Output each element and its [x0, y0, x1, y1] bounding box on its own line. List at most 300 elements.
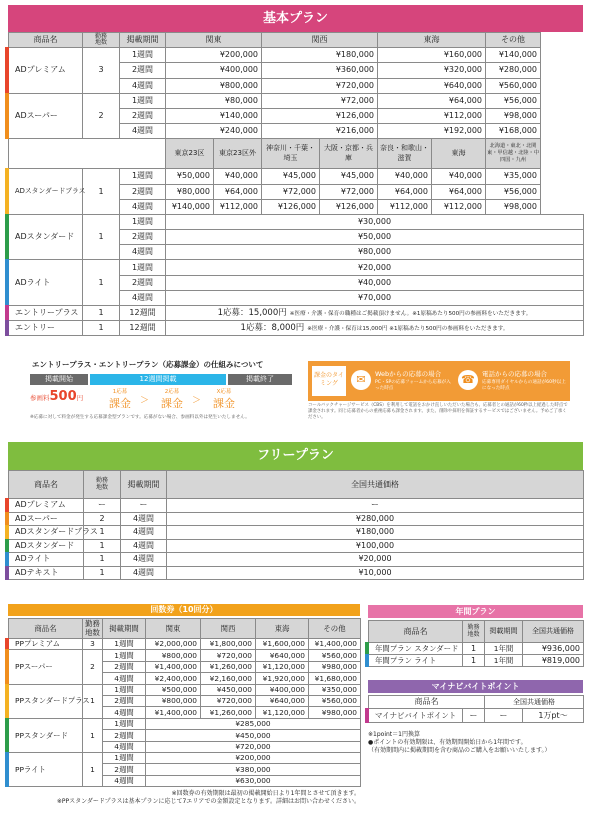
- plan-accent: [5, 47, 9, 94]
- plan-name-label: PPプレミアム: [15, 639, 61, 649]
- price: ¥98,000: [486, 108, 541, 123]
- price: ¥980,000: [309, 661, 361, 672]
- price: ¥360,000: [262, 63, 378, 78]
- period: 2週間: [103, 730, 146, 741]
- price: ¥400,000: [256, 684, 309, 695]
- step-3: [204, 387, 244, 411]
- step-head: X応募: [216, 389, 232, 395]
- price: ¥64,000: [432, 184, 486, 199]
- price: ¥45,000: [262, 169, 320, 184]
- price: ¥720,000: [146, 741, 361, 752]
- location-count: 1: [83, 684, 103, 718]
- price: ¥112,000: [214, 199, 262, 214]
- price: ¥180,000: [262, 48, 378, 63]
- price: ¥72,000: [320, 184, 378, 199]
- plan-name: [9, 684, 90, 718]
- header-row: [9, 471, 584, 499]
- table-row: [9, 650, 361, 661]
- plan-accent: [5, 259, 9, 306]
- baito-table: [368, 695, 584, 723]
- timeline-start: 掲載開始: [30, 374, 88, 385]
- col-header: 勤務 地数: [83, 619, 103, 639]
- price: ¥64,000: [378, 93, 486, 108]
- plan-name-label: ADライト: [15, 277, 51, 287]
- price: ¥40,000: [432, 169, 486, 184]
- period: 4週間: [121, 512, 167, 526]
- period: 2週間: [103, 661, 146, 672]
- price: ¥126,000: [262, 199, 320, 214]
- price: ¥640,000: [256, 650, 309, 661]
- table-row: [369, 655, 584, 667]
- plan-name: [9, 718, 83, 752]
- fee-unit: 円: [76, 394, 84, 402]
- col-header: 関西: [262, 33, 378, 48]
- period: 4週間: [120, 245, 166, 260]
- web-title: Webからの応募の場合: [375, 370, 442, 378]
- plan-name: [9, 321, 83, 336]
- price: ¥819,000: [523, 655, 584, 667]
- plan-accent: [5, 498, 9, 513]
- price: ¥2,160,000: [201, 673, 256, 684]
- price: ¥140,000: [486, 48, 541, 63]
- period: 2週間: [120, 184, 166, 199]
- price: ¥64,000: [214, 184, 262, 199]
- location-count: 3: [83, 48, 120, 94]
- plan-name-label: PPスーパー: [15, 662, 53, 672]
- region-header-row: [9, 139, 584, 169]
- location-count: 1: [84, 566, 121, 580]
- period: 4週間: [120, 78, 166, 93]
- region-header: 東海: [432, 139, 486, 169]
- ticket-title: 回数券（10回分）: [8, 604, 360, 616]
- plan-accent: [5, 512, 9, 527]
- region-header: 東京23区: [166, 139, 214, 169]
- period: 12週間: [120, 306, 166, 321]
- basic-plan-section: [8, 5, 583, 336]
- period: 2週間: [120, 108, 166, 123]
- price: ¥936,000: [523, 643, 584, 655]
- period: 12週間: [120, 321, 166, 336]
- period: 2週間: [103, 695, 146, 706]
- table-row: [9, 169, 584, 184]
- timing-label: 課金のタイミング: [312, 366, 346, 396]
- plan-accent: [5, 566, 9, 581]
- period: 1週間: [120, 93, 166, 108]
- price: ¥35,000: [486, 169, 541, 184]
- price: ¥100,000: [167, 539, 584, 553]
- region-header: 北海道・東北・北関東・甲信越・北陸・中四国・九州: [486, 139, 541, 169]
- plan-name: [369, 643, 463, 655]
- participation-fee: [30, 389, 83, 404]
- plan-name: [369, 655, 463, 667]
- price: ¥30,000: [166, 214, 584, 229]
- phone-icon: ☎: [458, 370, 478, 390]
- price: ¥800,000: [146, 650, 201, 661]
- basic-plan-title: 基本プラン: [8, 5, 583, 32]
- period: 1週間: [103, 718, 146, 729]
- mail-icon: ✉: [351, 370, 371, 390]
- location-count: 1: [84, 526, 121, 540]
- price: ¥126,000: [320, 199, 378, 214]
- entry-note: ※医療・介護・保育は15,000円 ※1原稿あたり500円の参画料をいただきます。: [307, 325, 509, 332]
- price: ¥10,000: [167, 566, 584, 580]
- timing-note: コールバックチャージサービス（CBS）を利用して電話をおかけ直しいただいた場合も、応募者との通話が60秒以上経過した時点で課金されます。同じ応募者からの重複応募も課金されます。また、削除や採用を保証するサービスではございません。予めご了承ください。: [308, 403, 568, 421]
- price: ¥1,260,000: [201, 661, 256, 672]
- col-header: 商品名: [369, 621, 463, 643]
- mechanism-footnote: ※応募に対して料金が発生する応募課金型プランです。応募がない場合、参画料以外は発生いたしません。: [30, 415, 250, 420]
- annual-title: 年間プラン: [368, 605, 583, 618]
- price: ¥180,000: [167, 526, 584, 540]
- price: ¥80,000: [166, 184, 214, 199]
- period: 4週間: [120, 290, 166, 305]
- location-count: 2: [84, 512, 121, 526]
- period: 2週間: [120, 275, 166, 290]
- price: ¥1,400,000: [309, 639, 361, 650]
- col-header: 全国共通価格: [167, 471, 584, 499]
- table-row: [9, 93, 584, 108]
- table-row: [9, 214, 584, 229]
- baito-note: ●ポイントの有効期限は、有効期間開始日から1年間です。: [368, 739, 527, 747]
- plan-name-label: PPスタンダードプラス: [15, 696, 90, 706]
- timeline-period: 12週間掲載: [90, 374, 226, 385]
- plan-name: [9, 566, 84, 580]
- plan-accent: [5, 752, 9, 787]
- baito-notes: [368, 731, 583, 755]
- table-row: [9, 321, 584, 336]
- period: ー: [485, 709, 523, 723]
- table-row: [9, 752, 361, 763]
- period: 4週間: [121, 539, 167, 553]
- period: 4週間: [120, 199, 166, 214]
- period: ー: [121, 499, 167, 513]
- price: ¥1,120,000: [256, 707, 309, 718]
- plan-name-label: エントリー: [15, 323, 55, 333]
- plan-name-label: マイナビバイトポイント: [375, 710, 457, 720]
- period: 4週間: [121, 566, 167, 580]
- price: ¥560,000: [309, 695, 361, 706]
- price: ¥800,000: [146, 695, 201, 706]
- region-header: 神奈川・千葉・埼玉: [262, 139, 320, 169]
- mechanism-title: エントリープラス・エントリープラン（応募課金）の仕組みについて: [32, 360, 264, 369]
- entry-price-text: 1応募：8,000円: [240, 322, 305, 333]
- price: ¥72,000: [262, 184, 320, 199]
- col-header: 掲載期間: [485, 621, 523, 643]
- entry-price-text: 1応募：15,000円: [217, 307, 287, 318]
- web-desc: PC・SPの応募フォームから応募が入った時点: [375, 380, 451, 392]
- col-header: その他: [309, 619, 361, 639]
- price: 1万pt～: [523, 709, 584, 723]
- location-count: 1: [83, 321, 120, 336]
- period: 1週間: [103, 684, 146, 695]
- period: 1週間: [120, 169, 166, 184]
- plan-accent: [5, 649, 9, 684]
- price: ¥98,000: [486, 199, 541, 214]
- price: ¥450,000: [201, 684, 256, 695]
- plan-name: [9, 499, 84, 513]
- plan-name-label: ADスタンダード: [15, 540, 75, 550]
- table-row: [9, 553, 584, 567]
- price: ¥72,000: [262, 93, 378, 108]
- annual-section: [368, 605, 583, 667]
- price: ¥1,400,000: [146, 661, 201, 672]
- arrow-icon: ＞: [192, 396, 202, 406]
- table-row: [9, 526, 584, 540]
- plan-name: [9, 214, 83, 260]
- period: 4週間: [103, 673, 146, 684]
- period: 2週間: [103, 764, 146, 775]
- price: ー: [167, 499, 584, 513]
- location-count: 1: [83, 169, 120, 215]
- plan-name: [9, 650, 83, 684]
- table-row: [369, 643, 584, 655]
- plan-name: [9, 93, 83, 139]
- tel-title: 電話からの応募の場合: [482, 370, 547, 378]
- period: 4週間: [121, 526, 167, 540]
- step-word: 課金: [161, 397, 183, 410]
- period: 1週間: [120, 48, 166, 63]
- period: 1週間: [120, 260, 166, 275]
- table-row: [9, 539, 584, 553]
- ticket-table: [8, 618, 361, 787]
- entry-price: [166, 306, 584, 321]
- price: ¥50,000: [166, 230, 584, 245]
- timeline-bar: [30, 374, 292, 385]
- col-header: 東海: [256, 619, 309, 639]
- plan-name-label: 年間プラン スタンダード: [375, 643, 459, 653]
- col-header: 全国共通価格: [523, 621, 584, 643]
- plan-accent: [5, 718, 9, 753]
- table-row: [9, 512, 584, 526]
- col-header: 商品名: [9, 619, 83, 639]
- plan-accent: [5, 305, 9, 321]
- col-header: 勤務 地数: [83, 33, 120, 48]
- price: ¥64,000: [378, 184, 432, 199]
- period: 2週間: [120, 230, 166, 245]
- region-header: 東京23区外: [214, 139, 262, 169]
- entry-price: [166, 321, 584, 336]
- timeline-end: 掲載終了: [228, 374, 292, 385]
- header-row: [9, 619, 361, 639]
- col-header: 商品名: [9, 33, 83, 48]
- baito-note: （有効期間内に掲載期間を含む商品のご購入をお願いいたします。）: [368, 747, 551, 755]
- table-row: [369, 709, 584, 723]
- location-count: 2: [83, 650, 103, 684]
- price: ¥160,000: [378, 48, 486, 63]
- table-row: [9, 566, 584, 580]
- col-header: 関西: [201, 619, 256, 639]
- plan-name-label: エントリープラス: [15, 308, 79, 318]
- plan-name-label: ADスーパー: [15, 513, 58, 523]
- price: ¥280,000: [167, 512, 584, 526]
- ticket-note: ※回数券の有効期限は最初の掲載開始日より1年間とさせて頂きます。: [171, 790, 360, 798]
- price: ¥168,000: [486, 124, 541, 139]
- col-header: 掲載期間: [120, 33, 166, 48]
- location-count: 2: [83, 93, 120, 139]
- price: ¥20,000: [167, 553, 584, 567]
- plan-name-label: ADスタンダードプラス: [15, 527, 98, 537]
- region-header: 奈良・和歌山・滋賀: [378, 139, 432, 169]
- col-header: 商品名: [9, 471, 84, 499]
- location-count: 1: [463, 655, 485, 667]
- price: ¥20,000: [166, 260, 584, 275]
- plan-name-label: ADスタンダード: [15, 232, 75, 242]
- price: ¥1,920,000: [256, 673, 309, 684]
- price: ¥112,000: [378, 108, 486, 123]
- price: ¥285,000: [146, 718, 361, 729]
- ticket-section: [8, 604, 360, 806]
- plan-accent: [5, 214, 9, 261]
- col-header: 関東: [146, 619, 201, 639]
- price: ¥2,000,000: [146, 639, 201, 650]
- plan-name: [9, 169, 86, 215]
- price: ¥50,000: [166, 169, 214, 184]
- price: ¥1,400,000: [146, 707, 201, 718]
- free-plan-section: [8, 442, 583, 580]
- plan-name-label: ADプレミアム: [15, 65, 66, 75]
- price: ¥40,000: [166, 275, 584, 290]
- baito-title: マイナビバイトポイント: [368, 680, 583, 693]
- location-count: 1: [83, 214, 120, 260]
- location-count: 1: [463, 643, 485, 655]
- price: ¥320,000: [378, 63, 486, 78]
- price: ¥40,000: [214, 169, 262, 184]
- price: ¥350,000: [309, 684, 361, 695]
- col-header: 関東: [166, 33, 262, 48]
- baito-section: [368, 680, 583, 755]
- price: ¥1,120,000: [256, 661, 309, 672]
- plan-name: [9, 539, 84, 553]
- region-header: 大阪・京都・兵庫: [320, 139, 378, 169]
- col-header: 掲載期間: [103, 619, 146, 639]
- annual-table: [368, 620, 584, 667]
- period: 1週間: [103, 650, 146, 661]
- price: ¥40,000: [378, 169, 432, 184]
- col-header: 商品名: [369, 696, 485, 709]
- step-1: [100, 387, 140, 411]
- plan-name: [9, 512, 84, 526]
- price: ¥1,680,000: [309, 673, 361, 684]
- plan-name-label: ADスーパー: [15, 111, 58, 121]
- blank-cell: [9, 139, 166, 169]
- price: ¥380,000: [146, 764, 361, 775]
- tel-desc: 応募専用ダイヤルからの通話が60秒以上になった時点: [482, 380, 566, 392]
- plan-name: [9, 639, 83, 650]
- header-row: [9, 33, 584, 48]
- price: ¥2,400,000: [146, 673, 201, 684]
- plan-name-label: PPスタンダード: [15, 730, 68, 740]
- arrow-icon: ＞: [140, 396, 150, 406]
- price: ¥1,260,000: [201, 707, 256, 718]
- plan-name: [9, 260, 83, 306]
- location-count: ー: [84, 499, 121, 513]
- plan-accent: [5, 552, 9, 567]
- price: ¥80,000: [166, 93, 262, 108]
- location-count: 1: [83, 306, 120, 321]
- price: ¥720,000: [201, 695, 256, 706]
- price: ¥450,000: [146, 730, 361, 741]
- plan-name-label: ADライト: [15, 554, 51, 564]
- price: ¥112,000: [378, 199, 432, 214]
- step-head: 2応募: [164, 389, 180, 395]
- price: ¥56,000: [486, 184, 541, 199]
- plan-accent: [5, 168, 9, 215]
- location-count: 3: [83, 639, 103, 650]
- price: ¥1,600,000: [256, 639, 309, 650]
- price: ¥80,000: [166, 245, 584, 260]
- price: ¥200,000: [146, 752, 361, 763]
- plan-name-label: 年間プラン ライト: [375, 655, 437, 665]
- price: ¥720,000: [262, 78, 378, 93]
- plan-name: [9, 553, 84, 567]
- period: 4週間: [103, 741, 146, 752]
- plan-name-label: ADスタンダードプラス: [15, 187, 86, 196]
- plan-name: [369, 709, 463, 723]
- step-2: [152, 387, 192, 411]
- price: ¥112,000: [432, 199, 486, 214]
- timing-box: [308, 361, 570, 401]
- price: ¥400,000: [166, 63, 262, 78]
- period: 4週間: [103, 775, 146, 786]
- plan-accent: [5, 525, 9, 540]
- location-count: ー: [463, 709, 485, 723]
- period: 1週間: [103, 639, 146, 650]
- plan-accent: [5, 539, 9, 554]
- fee-value: 500: [49, 389, 77, 404]
- ticket-notes: [8, 790, 360, 806]
- plan-accent: [5, 93, 9, 140]
- location-count: 1: [83, 752, 103, 786]
- period: 1週間: [120, 214, 166, 229]
- price: ¥140,000: [166, 199, 214, 214]
- price: ¥720,000: [201, 650, 256, 661]
- table-row: [9, 48, 584, 63]
- plan-name: [9, 306, 83, 321]
- free-plan-title: フリープラン: [8, 442, 583, 470]
- col-header: 勤務 地数: [463, 621, 485, 643]
- plan-accent: [5, 684, 9, 719]
- price: ¥800,000: [166, 78, 262, 93]
- price: ¥560,000: [486, 78, 541, 93]
- price: ¥630,000: [146, 775, 361, 786]
- price: ¥70,000: [166, 290, 584, 305]
- col-header: 掲載期間: [121, 471, 167, 499]
- plan-accent: [5, 320, 9, 336]
- price: ¥216,000: [262, 124, 378, 139]
- col-header: その他: [486, 33, 541, 48]
- step-head: 1応募: [112, 389, 128, 395]
- location-count: 1: [84, 539, 121, 553]
- ticket-note: ※PPスタンダードプラスは基本プランに応じて7エリアでの金額設定となります。詳細はお問い合わせください。: [56, 798, 360, 806]
- plan-name-label: ADプレミアム: [15, 500, 66, 510]
- price: ¥500,000: [146, 684, 201, 695]
- plan-name-label: ADテキスト: [15, 567, 59, 577]
- col-header: 東海: [378, 33, 486, 48]
- table-row: [9, 306, 584, 321]
- price: ¥640,000: [378, 78, 486, 93]
- charge-steps: [100, 387, 290, 411]
- location-count: 1: [83, 718, 103, 752]
- period: 1年間: [485, 655, 523, 667]
- plan-name: [9, 526, 98, 540]
- step-word: 課金: [213, 397, 235, 410]
- period: 1年間: [485, 643, 523, 655]
- table-row: [9, 499, 584, 513]
- price: ¥280,000: [486, 63, 541, 78]
- table-row: [9, 718, 361, 729]
- fee-prefix: 参画料: [30, 394, 50, 402]
- location-count: 1: [84, 553, 121, 567]
- table-row: [9, 260, 584, 275]
